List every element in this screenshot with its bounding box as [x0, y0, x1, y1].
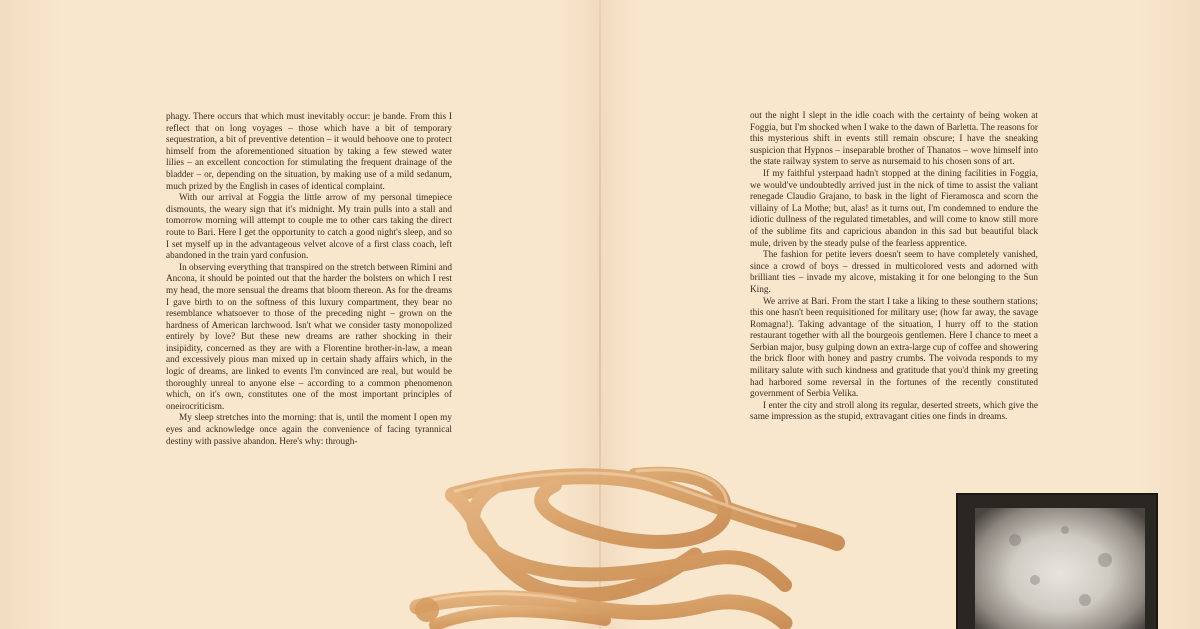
rope-end	[415, 598, 439, 622]
paragraph: The fashion for petite levers doesn't seem to have completely vanished, since a crowd of boys – dressed in multicolored vests and adorned with brilliant ties – invade my alcove, mistaking it for one belonging to the Sun King.	[750, 250, 1038, 295]
paragraph: We arrive at Bari. From the start I take a liking to these southern stations; this one hasn't been requisitioned for military use; (how far away, the savage Romagna!). Taking advantage of the situation, I hurry off to the station restaurant together with all the bourgeois gentlemen. Here I chance to meet a Serbian major, busy gulping down an extra-large cup of coffee and showering the brick floor with honey and pastry crumbs. The voivoda responds to my military salute with such kindness and gratitude that you'd think my greeting had harbored some reversal in the fortunes of the recently constituted government of Serbia Velika.	[750, 296, 1039, 400]
left-page-text	[166, 112, 452, 448]
dark-square-illustration	[955, 490, 1160, 629]
paragraph: phagy. There occurs that which must inevitably occur: je bande. From this I reflect that on long voyages – those which have a bit of temporary sequestration, a bit of preventive detention – it would behoove one to protect himself from the aforementioned situation by taking a few stewed water lilies – an excellent concoction for stimulating the frequent drainage of the bladder – or, depending on the situation, by making use of a mild sedanum, much prized by the English in cases of identical complaint.	[166, 112, 452, 192]
paragraph: With our arrival at Foggia the little arrow of my personal timepiece dismounts, the weary sign that it's midnight. My train pulls into a stall and tomorrow morning will attempt to couple me to other cars taking the direct route to Bari. Here I get the opportunity to catch a good night's sleep, and so I set myself up in the advantageous velvet alcove of a first class coach, left abandoned in the train yard confusion.	[166, 193, 452, 262]
rope-knot-illustration	[405, 455, 845, 629]
paragraph: My sleep stretches into the morning: that is, until the moment I open my eyes and acknowledge once again the convenience of facing tyrannical destiny with passive abandon. Here's why: through-	[166, 413, 452, 447]
right-page-text	[750, 111, 1038, 424]
paragraph: If my faithful ysterpaad hadn't stopped at the dining facilities in Foggia, we would've undoubtedly arrived just in the nick of time to assist the valiant renegade Claudio Grajano, to bask in the light of Fieramosca and scorn the villainy of La Mothe; but, alas! as it turns out, I'm condemned to endure the idiotic dullness of the regulated timetables, and will come to know still more of the sublime fits and capricious abandon in this sad but beautiful black mule, driven by the steady pulse of the fearless apprentice.	[750, 168, 1038, 249]
paragraph: I enter the city and stroll along its regular, deserted streets, which give the same impression as the stupid, extravagant cities one finds in dreams.	[750, 400, 1038, 423]
paragraph: In observing everything that transpired on the stretch between Rimini and Ancona, it should be pointed out that the harder the bolsters on which I rest my head, the more sensual the dreams that bloom thereon. As for the dreams I gave birth to on the softness of this luxury compartment, they bear no resemblance whatsoever to those of the preceding night – grown on the hardness of American larchwood. Isn't what we consider tasty monopolized entirely by love? But these new dreams are rather shocking in their insipidity, concerned as they are with a Florentine brother-in-law, a mean and excessively pious man mixed up in certain shady affairs which, in the logic of dreams, are linked to events I'm convinced are real, but would be thoroughly unreal to anyone else – according to a common phenomenon which, on it's own, constitutes one of the most important principles of oneirocriticism.	[166, 262, 452, 412]
paragraph: out the night I slept in the idle coach with the certainty of being woken at Foggia, but I'm shocked when I wake to the dawn of Barletta. The reasons for this mysterious shift in events still remain obscure; I have the sneaking suspicion that Hypnos – inseparable brother of Thanatos – wove himself into the state railway system to serve as nursemaid to his chosen sons of art.	[750, 111, 1038, 168]
